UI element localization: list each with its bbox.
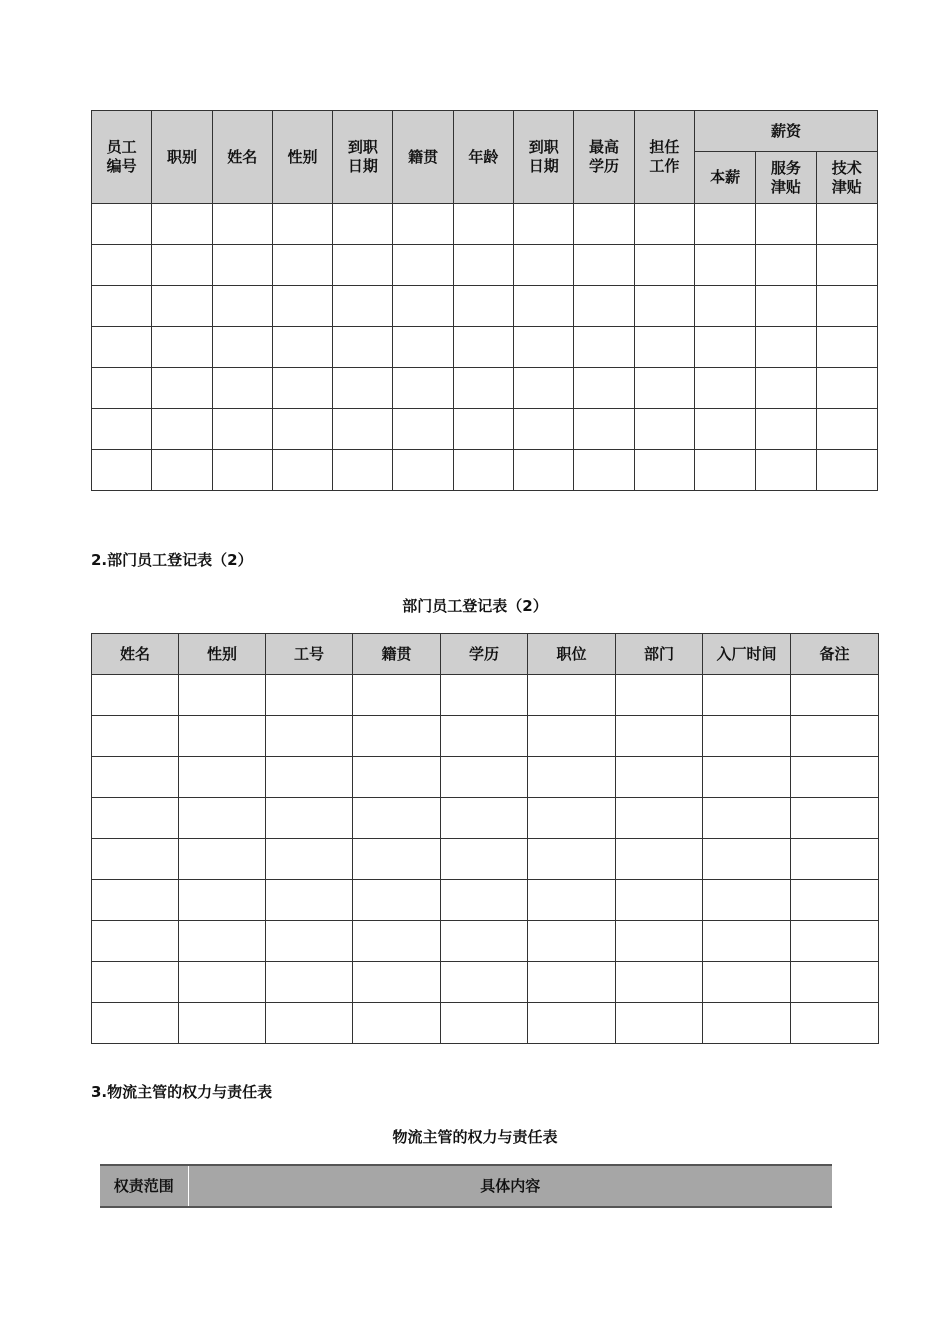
table-cell[interactable] [393,368,453,409]
header-highest-education: 最高 学历 [574,111,634,204]
column-header: 姓名 [92,634,179,675]
table-row [92,880,879,921]
table-cell[interactable] [92,921,179,962]
table-row [92,409,878,450]
table-cell[interactable] [441,757,528,798]
header-age: 年龄 [453,111,513,204]
table-cell[interactable] [703,1003,791,1044]
table-cell[interactable] [333,286,393,327]
table-cell[interactable] [528,757,616,798]
table-cell[interactable] [694,450,755,491]
table-cell[interactable] [179,839,266,880]
table-cell[interactable] [574,368,634,409]
table-cell[interactable] [353,675,441,716]
table-cell[interactable] [441,675,528,716]
table-cell[interactable] [616,921,703,962]
table-cell[interactable] [514,245,574,286]
table-cell[interactable] [574,286,634,327]
header-employee-id: 员工 编号 [92,111,152,204]
table-row [92,286,878,327]
table-cell[interactable] [816,286,877,327]
header-service-allowance: 服务 津贴 [756,152,816,204]
header-base-salary: 本薪 [694,152,755,204]
table-cell[interactable] [92,1003,179,1044]
table-cell[interactable] [353,880,441,921]
table-cell[interactable] [703,716,791,757]
table-cell[interactable] [616,675,703,716]
table-cell[interactable] [616,757,703,798]
table-cell[interactable] [353,798,441,839]
table-row [92,245,878,286]
table-cell[interactable] [266,675,353,716]
table-cell[interactable] [816,450,877,491]
table-row [92,327,878,368]
table-cell[interactable] [92,409,152,450]
column-header: 学历 [441,634,528,675]
table-cell[interactable] [333,368,393,409]
authority-responsibility-table [100,1164,832,1208]
table-row [92,1003,879,1044]
table-cell[interactable] [179,962,266,1003]
table-cell[interactable] [514,368,574,409]
table-cell[interactable] [453,327,513,368]
table-cell[interactable] [528,716,616,757]
table-cell[interactable] [528,839,616,880]
table-cell[interactable] [272,450,332,491]
table-cell[interactable] [92,839,179,880]
header-details: 具体内容 [188,1165,832,1207]
table-cell[interactable] [791,839,879,880]
table-cell[interactable] [634,204,694,245]
table-cell[interactable] [441,921,528,962]
table-row [92,204,878,245]
table-cell[interactable] [212,450,272,491]
table-row [92,450,878,491]
table-cell[interactable] [528,962,616,1003]
table-cell[interactable] [791,962,879,1003]
table-cell[interactable] [528,675,616,716]
table-cell[interactable] [703,962,791,1003]
table-cell[interactable] [791,1003,879,1044]
table-cell[interactable] [212,204,272,245]
employee-register-table-2 [91,633,879,1044]
table-cell[interactable] [756,409,816,450]
table-cell[interactable] [212,368,272,409]
table-row [92,675,879,716]
table-cell[interactable] [353,757,441,798]
employee-register-table-1 [91,110,878,491]
header-start-date-2: 到职 日期 [514,111,574,204]
table-cell[interactable] [353,1003,441,1044]
header-salary: 薪资 [694,111,877,152]
table-cell[interactable] [272,245,332,286]
table-cell[interactable] [266,757,353,798]
table-cell[interactable] [353,921,441,962]
header-name: 姓名 [212,111,272,204]
table-cell[interactable] [756,245,816,286]
section-3-heading: 3.物流主管的权力与责任表 [91,1083,273,1101]
table-cell[interactable] [816,204,877,245]
table-row [92,368,878,409]
table-cell[interactable] [703,675,791,716]
table-cell[interactable] [791,757,879,798]
table-cell[interactable] [703,880,791,921]
table-cell[interactable] [179,880,266,921]
table-cell[interactable] [616,1003,703,1044]
table-cell[interactable] [514,204,574,245]
table-cell[interactable] [266,798,353,839]
table-cell[interactable] [333,450,393,491]
table-cell[interactable] [212,327,272,368]
table-cell[interactable] [92,798,179,839]
table-cell[interactable] [528,1003,616,1044]
table-cell[interactable] [179,1003,266,1044]
table-cell[interactable] [694,286,755,327]
header-native-place: 籍贯 [393,111,453,204]
column-header: 备注 [791,634,879,675]
table-cell[interactable] [333,245,393,286]
table-cell[interactable] [816,245,877,286]
table-cell[interactable] [616,880,703,921]
table-cell[interactable] [756,327,816,368]
table-cell[interactable] [441,798,528,839]
table-cell[interactable] [152,409,212,450]
table-cell[interactable] [152,245,212,286]
table-cell[interactable] [756,450,816,491]
table-cell[interactable] [453,450,513,491]
table-cell[interactable] [514,450,574,491]
table-cell[interactable] [453,204,513,245]
table-cell[interactable] [791,798,879,839]
table-cell[interactable] [453,409,513,450]
table-cell[interactable] [756,286,816,327]
header-technical-allowance: 技术 津贴 [816,152,877,204]
header-gender: 性别 [272,111,332,204]
table-cell[interactable] [791,675,879,716]
table-cell[interactable] [152,204,212,245]
table-row [92,962,879,1003]
column-header: 职位 [528,634,616,675]
column-header: 入厂时间 [703,634,791,675]
table-cell[interactable] [272,327,332,368]
table-cell[interactable] [92,757,179,798]
table-cell[interactable] [272,204,332,245]
table-cell[interactable] [272,368,332,409]
section-3-table-title: 物流主管的权力与责任表 [392,1128,558,1146]
table-row [92,798,879,839]
table-cell[interactable] [634,327,694,368]
column-header: 籍贯 [353,634,441,675]
table-cell[interactable] [152,286,212,327]
table-cell[interactable] [266,880,353,921]
table-cell[interactable] [92,716,179,757]
table-cell[interactable] [353,716,441,757]
table-cell[interactable] [272,409,332,450]
table-cell[interactable] [634,245,694,286]
table-cell[interactable] [92,327,152,368]
table-cell[interactable] [333,409,393,450]
table-cell[interactable] [272,286,332,327]
table-cell[interactable] [266,716,353,757]
table-cell[interactable] [756,368,816,409]
table-cell[interactable] [528,880,616,921]
table-cell[interactable] [266,962,353,1003]
table-cell[interactable] [703,921,791,962]
table-cell[interactable] [791,921,879,962]
table-cell[interactable] [574,409,634,450]
table-cell[interactable] [791,716,879,757]
table-cell[interactable] [92,204,152,245]
table-cell[interactable] [441,1003,528,1044]
table-cell[interactable] [179,757,266,798]
table-cell[interactable] [634,286,694,327]
section-2-table-title: 部门员工登记表（2） [402,597,548,615]
table-cell[interactable] [92,245,152,286]
table-cell[interactable] [441,716,528,757]
table-cell[interactable] [616,798,703,839]
table-cell[interactable] [514,409,574,450]
table-cell[interactable] [266,1003,353,1044]
table-cell[interactable] [816,368,877,409]
table-row [92,716,879,757]
table-cell[interactable] [179,921,266,962]
table-cell[interactable] [92,962,179,1003]
table-cell[interactable] [393,327,453,368]
table-cell[interactable] [441,880,528,921]
table-cell[interactable] [634,450,694,491]
table-cell[interactable] [152,450,212,491]
header-scope: 权责范围 [100,1165,188,1207]
table-cell[interactable] [441,839,528,880]
table-cell[interactable] [393,450,453,491]
table-cell[interactable] [333,327,393,368]
table-cell[interactable] [92,286,152,327]
column-header: 性别 [179,634,266,675]
table-cell[interactable] [574,327,634,368]
table-cell[interactable] [453,368,513,409]
table-cell[interactable] [791,880,879,921]
table-cell[interactable] [152,368,212,409]
table-cell[interactable] [393,286,453,327]
table-cell[interactable] [634,368,694,409]
column-header: 工号 [266,634,353,675]
table-cell[interactable] [694,327,755,368]
table-cell[interactable] [453,245,513,286]
table-cell[interactable] [616,962,703,1003]
table-cell[interactable] [528,921,616,962]
table-cell[interactable] [756,204,816,245]
table-cell[interactable] [694,204,755,245]
table-cell[interactable] [574,204,634,245]
column-header: 部门 [616,634,703,675]
table-cell[interactable] [574,450,634,491]
table-cell[interactable] [616,716,703,757]
table-cell[interactable] [514,327,574,368]
table-cell[interactable] [574,245,634,286]
table-cell[interactable] [266,921,353,962]
table-cell[interactable] [816,327,877,368]
table-cell[interactable] [179,798,266,839]
table-cell[interactable] [333,204,393,245]
table-cell[interactable] [92,450,152,491]
table-cell[interactable] [92,368,152,409]
table-cell[interactable] [92,675,179,716]
table-cell[interactable] [353,839,441,880]
table-cell[interactable] [453,286,513,327]
table-cell[interactable] [694,368,755,409]
table-cell[interactable] [703,839,791,880]
table-cell[interactable] [393,245,453,286]
table-cell[interactable] [179,675,266,716]
section-2-heading: 2.部门员工登记表（2） [91,551,253,569]
table-cell[interactable] [694,409,755,450]
table-row [92,757,879,798]
table-cell[interactable] [393,204,453,245]
header-start-date: 到职 日期 [333,111,393,204]
table-cell[interactable] [816,409,877,450]
table-cell[interactable] [266,839,353,880]
table-row [92,839,879,880]
table-cell[interactable] [634,409,694,450]
table-cell[interactable] [528,798,616,839]
table-cell[interactable] [179,716,266,757]
header-assigned-job: 担任 工作 [634,111,694,204]
table-row [92,921,879,962]
table-cell[interactable] [212,409,272,450]
table-cell[interactable] [353,962,441,1003]
table-cell[interactable] [616,839,703,880]
table-cell[interactable] [212,286,272,327]
table-cell[interactable] [703,798,791,839]
table-cell[interactable] [92,880,179,921]
table-cell[interactable] [703,757,791,798]
table-cell[interactable] [152,327,212,368]
table-cell[interactable] [694,245,755,286]
table-cell[interactable] [393,409,453,450]
table-cell[interactable] [514,286,574,327]
table-cell[interactable] [441,962,528,1003]
table-cell[interactable] [212,245,272,286]
header-position: 职别 [152,111,212,204]
